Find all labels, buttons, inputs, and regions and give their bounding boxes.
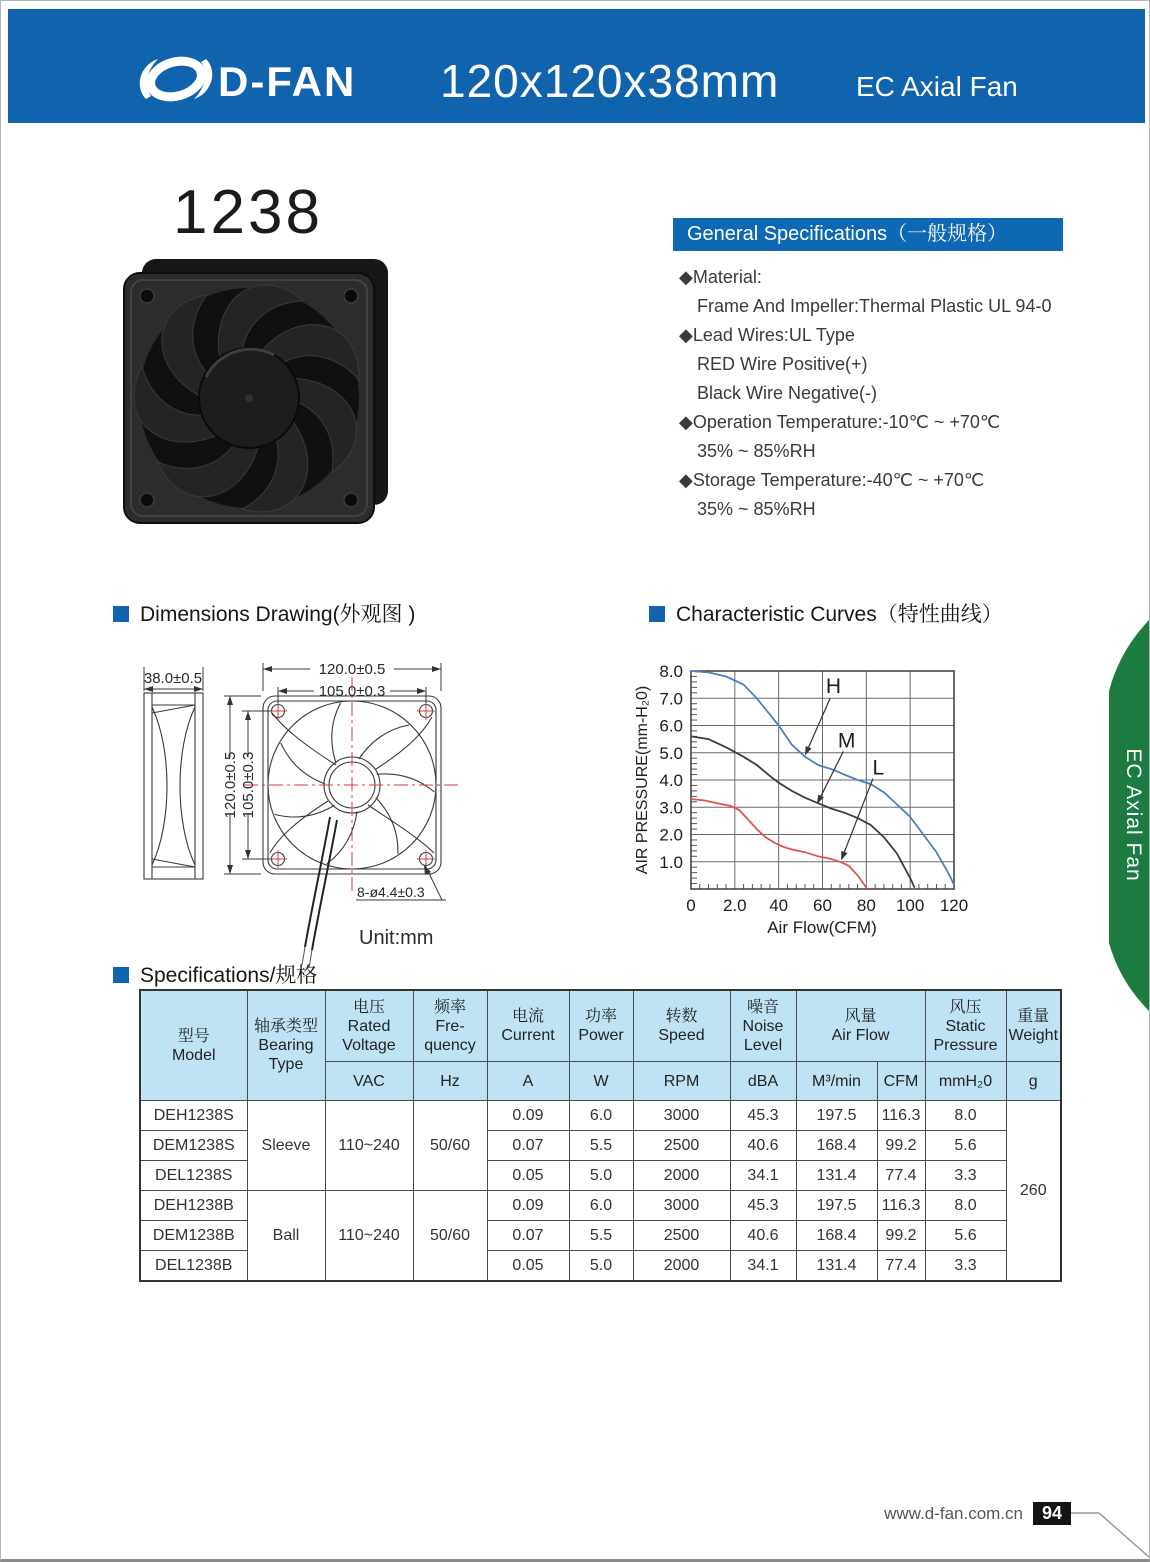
cell-speed: 2500 xyxy=(633,1131,730,1161)
cell-frequency: 50/60 xyxy=(413,1101,487,1191)
cell-noise: 34.1 xyxy=(730,1161,796,1191)
cell-power: 6.0 xyxy=(569,1191,633,1221)
cell-pressure: 5.6 xyxy=(925,1221,1006,1251)
col-header: 重量 Weight xyxy=(1006,990,1061,1062)
side-tab-label: EC Axial Fan xyxy=(1122,748,1145,882)
svg-text:3.0: 3.0 xyxy=(659,798,683,818)
spec-table xyxy=(139,989,1062,1282)
cell-bearing: Ball xyxy=(247,1191,325,1282)
cell-model: DEM1238B xyxy=(140,1221,247,1251)
cell-airflow_cfm: 116.3 xyxy=(877,1101,925,1131)
col-header: 风压 Static Pressure xyxy=(925,990,1006,1062)
table-row xyxy=(140,1191,1061,1221)
cell-current: 0.09 xyxy=(487,1101,569,1131)
side-tab xyxy=(1083,613,1150,1018)
footer-website: www.d-fan.com.cn xyxy=(884,1504,1023,1523)
svg-text:2.0: 2.0 xyxy=(659,825,683,845)
cell-current: 0.05 xyxy=(487,1161,569,1191)
cell-noise: 40.6 xyxy=(730,1131,796,1161)
y-axis-label: AIR PRESSURE(mm-H₂0) xyxy=(634,685,651,875)
svg-text:60: 60 xyxy=(813,896,832,915)
model-number: 1238 xyxy=(173,178,323,247)
cell-airflow_m3: 168.4 xyxy=(796,1131,877,1161)
product-category: EC Axial Fan xyxy=(856,71,1018,102)
svg-text:6.0: 6.0 xyxy=(659,716,683,736)
cell-power: 6.0 xyxy=(569,1101,633,1131)
cell-airflow_m3: 197.5 xyxy=(796,1101,877,1131)
col-unit: CFM xyxy=(877,1062,925,1101)
cell-airflow_m3: 197.5 xyxy=(796,1191,877,1221)
col-unit: A xyxy=(487,1062,569,1101)
cell-current: 0.07 xyxy=(487,1131,569,1161)
col-unit: M³/min xyxy=(796,1062,877,1101)
general-specs-title: General Specifications（一般规格） xyxy=(673,218,1063,251)
cell-speed: 3000 xyxy=(633,1191,730,1221)
col-unit: g xyxy=(1006,1062,1061,1101)
cell-airflow_cfm: 77.4 xyxy=(877,1161,925,1191)
brand-name: D-FAN xyxy=(218,58,357,105)
svg-text:100: 100 xyxy=(895,896,925,915)
cell-model: DEM1238S xyxy=(140,1131,247,1161)
cell-voltage: 110~240 xyxy=(325,1191,413,1282)
section-bullet-icon xyxy=(649,606,665,622)
cell-bearing: Sleeve xyxy=(247,1101,325,1191)
cell-weight: 260 xyxy=(1006,1101,1061,1282)
cell-speed: 2500 xyxy=(633,1221,730,1251)
cell-airflow_cfm: 77.4 xyxy=(877,1251,925,1282)
spec-line: 35% ~ 85%RH xyxy=(697,499,816,519)
dim-height-inner-label: 105.0±0.3 xyxy=(240,751,257,819)
svg-text:L: L xyxy=(872,756,885,780)
col-unit: W xyxy=(569,1062,633,1101)
cell-airflow_cfm: 99.2 xyxy=(877,1131,925,1161)
col-header: 频率 Fre- quency xyxy=(413,990,487,1062)
cell-airflow_m3: 168.4 xyxy=(796,1221,877,1251)
cell-airflow_cfm: 116.3 xyxy=(877,1191,925,1221)
holes-callout-label: 8-ø4.4±0.3 xyxy=(357,884,425,900)
spec-line: ◆Operation Temperature:-10℃ ~ +70℃ xyxy=(679,412,1001,432)
col-header: 电压 Rated Voltage xyxy=(325,990,413,1062)
general-spec-list xyxy=(679,263,1119,524)
col-header: 转数 Speed xyxy=(633,990,730,1062)
dim-width-inner-label: 105.0±0.3 xyxy=(318,683,386,700)
svg-text:120: 120 xyxy=(939,896,969,915)
cell-pressure: 8.0 xyxy=(925,1101,1006,1131)
spec-line: 35% ~ 85%RH xyxy=(697,441,816,461)
fan-product-photo xyxy=(116,257,396,529)
col-unit: mmH₂0 xyxy=(925,1062,1006,1101)
cell-voltage: 110~240 xyxy=(325,1101,413,1191)
centerlines xyxy=(244,677,460,893)
cell-model: DEL1238S xyxy=(140,1161,247,1191)
col-unit: dBA xyxy=(730,1062,796,1101)
col-header: 风量 Air Flow xyxy=(796,990,925,1062)
svg-text:M: M xyxy=(837,729,856,753)
cell-noise: 45.3 xyxy=(730,1101,796,1131)
cell-speed: 3000 xyxy=(633,1101,730,1131)
svg-text:5.0: 5.0 xyxy=(659,743,683,763)
svg-text:H: H xyxy=(825,674,842,698)
cell-speed: 2000 xyxy=(633,1161,730,1191)
dim-width-outer-label: 120.0±0.5 xyxy=(318,661,386,678)
brand-logo-icon xyxy=(136,49,216,109)
cell-noise: 34.1 xyxy=(730,1251,796,1282)
cell-pressure: 5.6 xyxy=(925,1131,1006,1161)
spec-line: Frame And Impeller:Thermal Plastic UL 94-0 xyxy=(697,296,1052,316)
dim-height-outer-label: 120.0±0.5 xyxy=(222,751,239,819)
col-header: 功率 Power xyxy=(569,990,633,1062)
col-unit: VAC xyxy=(325,1062,413,1101)
footer-corner-lines xyxy=(1061,1499,1150,1559)
svg-text:80: 80 xyxy=(856,896,876,915)
col-header: 型号 Model xyxy=(140,990,247,1101)
cell-frequency: 50/60 xyxy=(413,1191,487,1282)
cell-noise: 45.3 xyxy=(730,1191,796,1221)
cell-power: 5.0 xyxy=(569,1251,633,1282)
spec-line: Black Wire Negative(-) xyxy=(697,383,878,403)
col-header: 电流 Current xyxy=(487,990,569,1062)
cell-power: 5.5 xyxy=(569,1131,633,1161)
cell-model: DEH1238B xyxy=(140,1191,247,1221)
cell-speed: 2000 xyxy=(633,1251,730,1282)
cell-power: 5.0 xyxy=(569,1161,633,1191)
cell-airflow_m3: 131.4 xyxy=(796,1161,877,1191)
cell-model: DEH1238S xyxy=(140,1101,247,1131)
cell-pressure: 3.3 xyxy=(925,1161,1006,1191)
col-header: 轴承类型 Bearing Type xyxy=(247,990,325,1101)
cell-power: 5.5 xyxy=(569,1221,633,1251)
curves-section-title: Characteristic Curves（特性曲线） xyxy=(649,598,1003,628)
cell-pressure: 3.3 xyxy=(925,1251,1006,1282)
x-axis-label: Air Flow(CFM) xyxy=(767,918,877,937)
col-header: 噪音 Noise Level xyxy=(730,990,796,1062)
characteristic-chart xyxy=(631,637,1051,957)
cell-noise: 40.6 xyxy=(730,1221,796,1251)
col-unit: RPM xyxy=(633,1062,730,1101)
section-bullet-icon xyxy=(113,606,129,622)
table-row xyxy=(140,1101,1061,1131)
cell-current: 0.07 xyxy=(487,1221,569,1251)
page-number-badge: 94 xyxy=(1033,1502,1071,1525)
cell-model: DEL1238B xyxy=(140,1251,247,1282)
cell-airflow_m3: 131.4 xyxy=(796,1251,877,1282)
spec-line: ◆Material: xyxy=(679,267,762,287)
cell-current: 0.05 xyxy=(487,1251,569,1282)
spec-line: ◆Storage Temperature:-40℃ ~ +70℃ xyxy=(679,470,985,490)
svg-text:8.0: 8.0 xyxy=(659,662,683,681)
cell-airflow_cfm: 99.2 xyxy=(877,1221,925,1251)
spec-line: ◆Lead Wires:UL Type xyxy=(679,325,855,345)
dimensions-section-title: Dimensions Drawing(外观图 ) xyxy=(113,598,415,628)
svg-text:40: 40 xyxy=(769,896,789,915)
dimension-lines xyxy=(144,663,446,900)
unit-label: Unit:mm xyxy=(359,927,434,949)
dim-depth-label: 38.0±0.5 xyxy=(143,670,203,687)
header-banner xyxy=(8,9,1145,123)
product-size-title: 120x120x38mm xyxy=(440,55,780,107)
cell-pressure: 8.0 xyxy=(925,1191,1006,1221)
svg-text:7.0: 7.0 xyxy=(659,689,683,709)
col-unit: Hz xyxy=(413,1062,487,1101)
dimensions-drawing xyxy=(116,641,616,971)
svg-text:4.0: 4.0 xyxy=(659,771,683,790)
cell-current: 0.09 xyxy=(487,1191,569,1221)
svg-text:0: 0 xyxy=(686,896,696,915)
drawing-blades xyxy=(275,703,435,864)
lead-wires xyxy=(305,817,337,950)
svg-text:2.0: 2.0 xyxy=(723,896,747,915)
spec-line: RED Wire Positive(+) xyxy=(697,354,868,374)
spec-table-section-title: Specifications/规格 xyxy=(113,959,317,989)
chart-canvas xyxy=(659,662,968,915)
svg-text:1.0: 1.0 xyxy=(659,852,683,872)
